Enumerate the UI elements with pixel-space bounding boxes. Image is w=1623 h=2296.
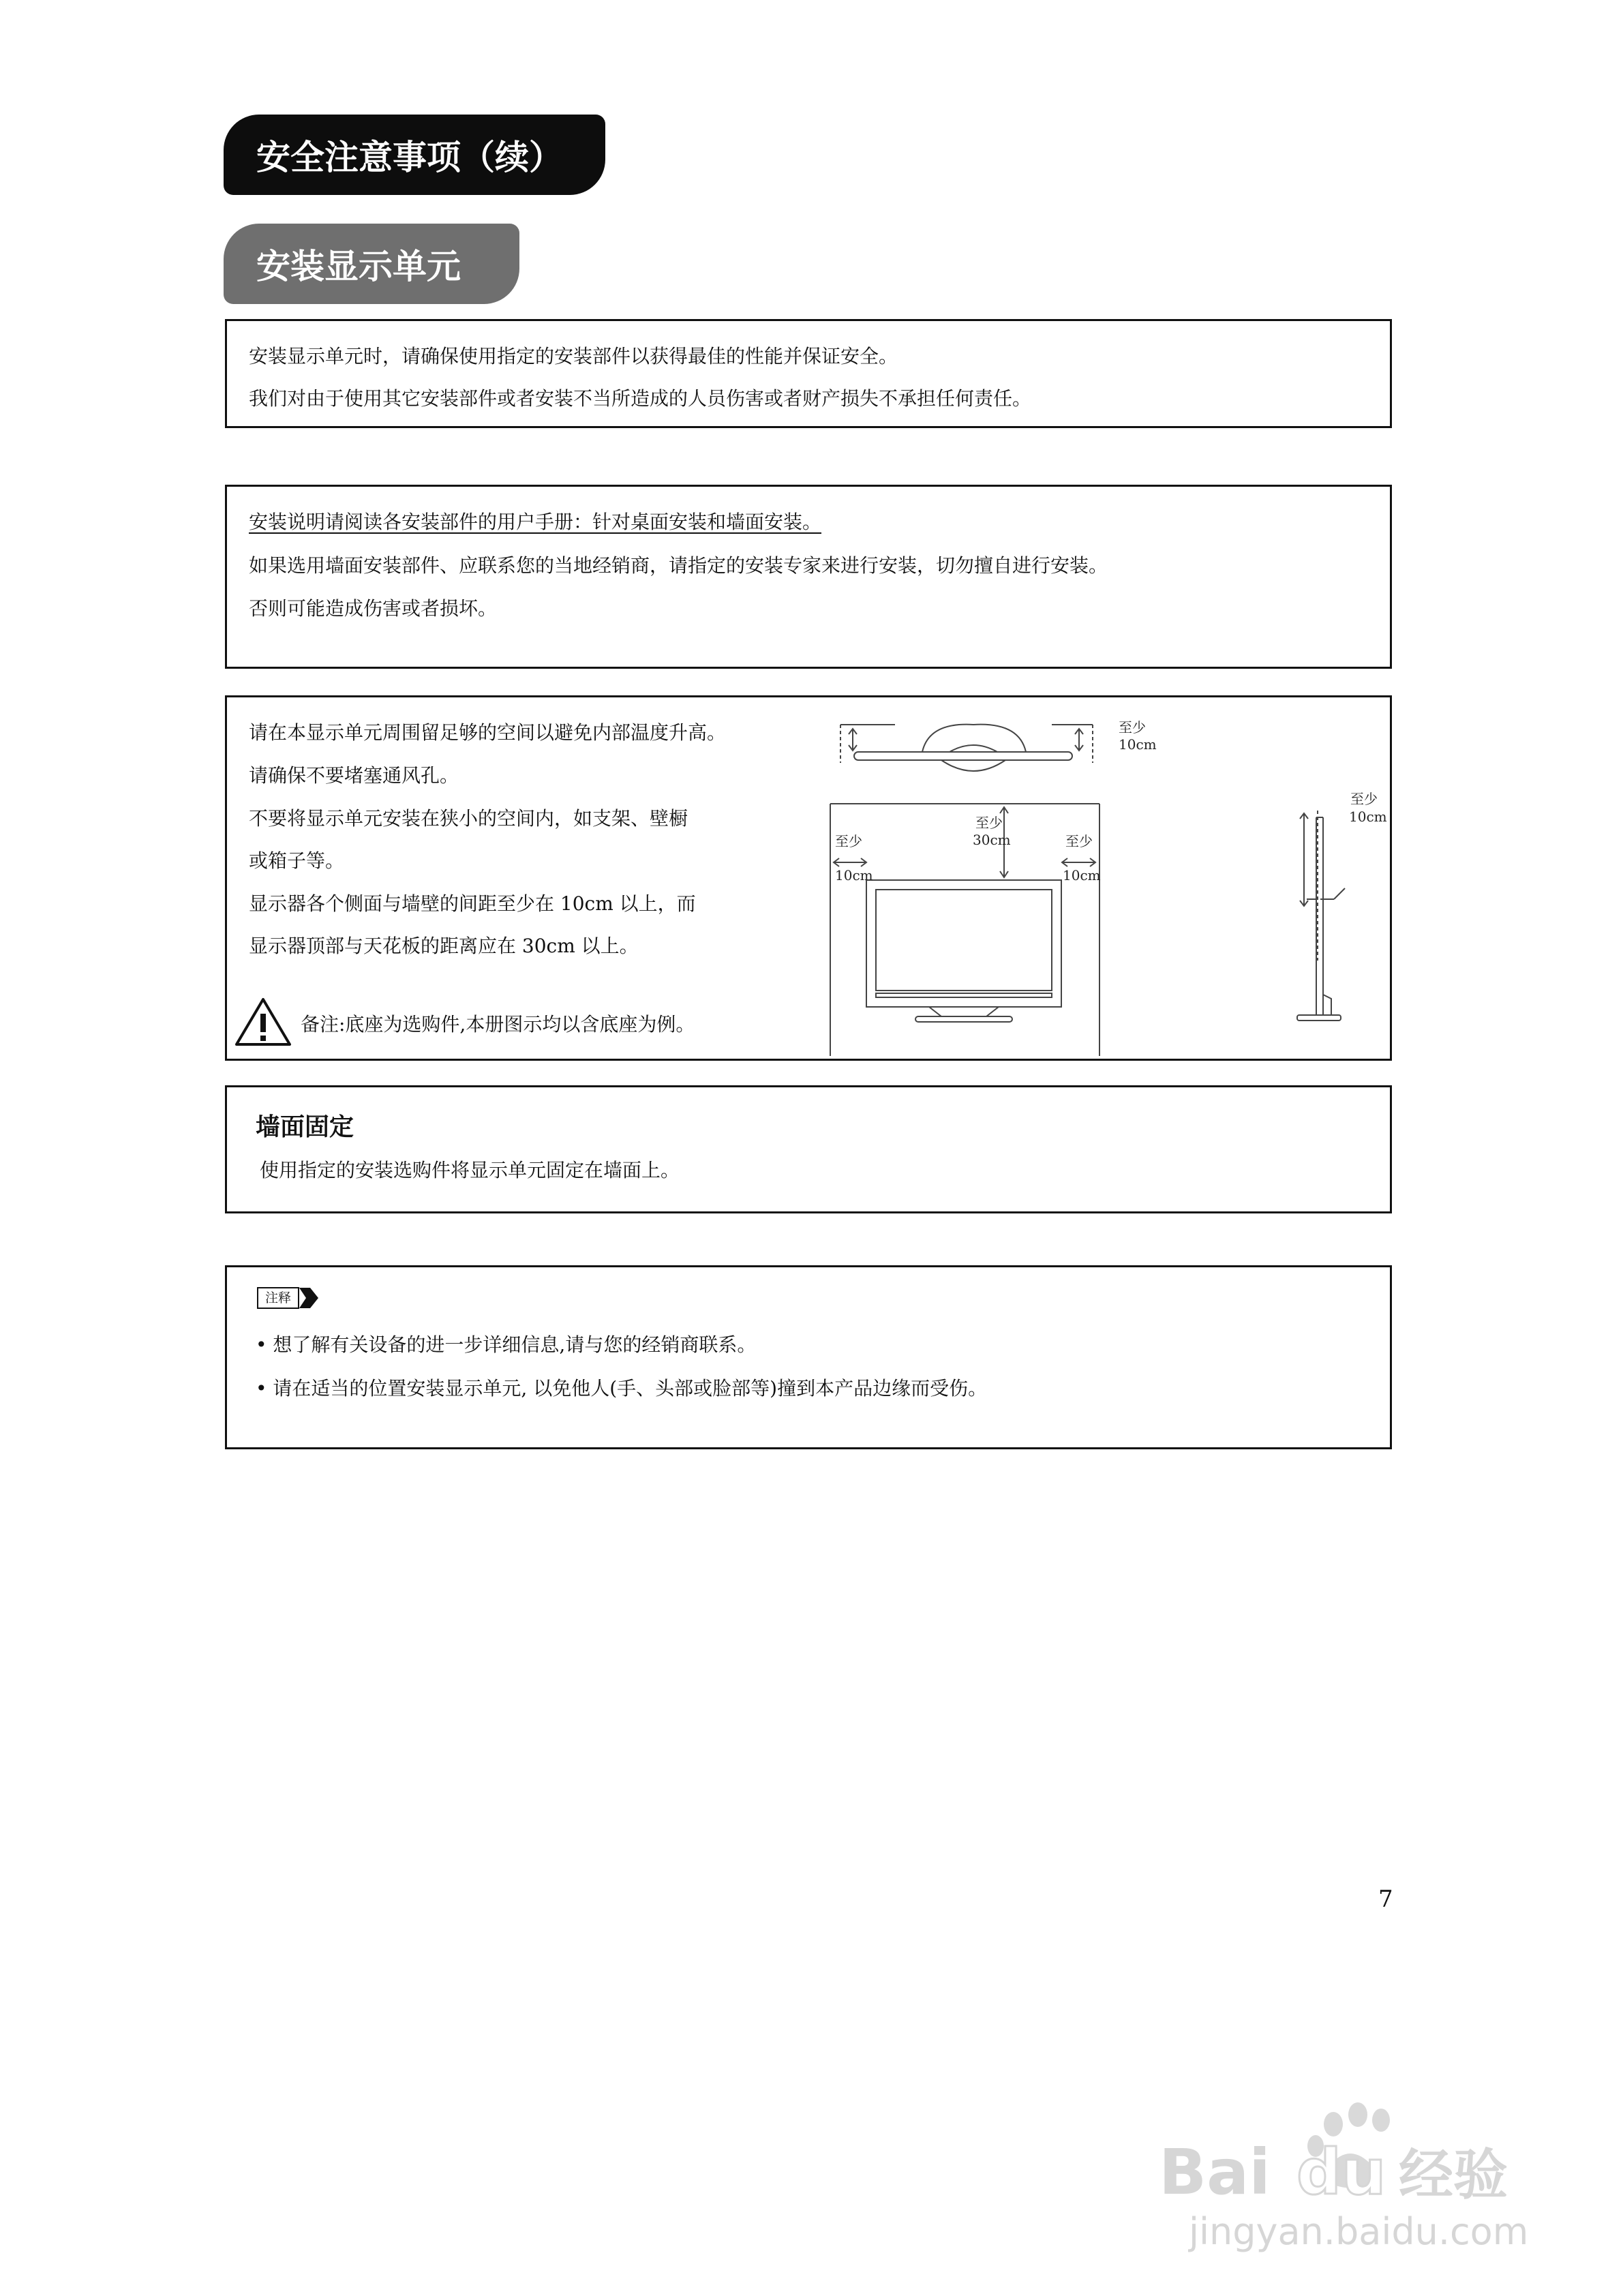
note-bullet-2: • 请在适当的位置安装显示单元, 以免他人(手、头部或脸部等)撞到本产品边缘而受伤。 [256, 1377, 988, 1400]
page-number: 7 [1378, 1886, 1393, 1913]
baidu-jingyan-watermark [1145, 2066, 1568, 2270]
instructions-line-3: 否则可能造成伤害或者损坏。 [249, 597, 498, 620]
wall-mount-heading: 墙面固定 [256, 1113, 354, 1141]
note-bullet-1: • 想了解有关设备的进一步详细信息,请与您的经销商联系。 [256, 1333, 757, 1356]
side-label-min: 至少 [1350, 791, 1378, 807]
ventilation-line-6: 显示器顶部与天花板的距离应在 30cm 以上。 [249, 935, 639, 957]
ventilation-line-5: 显示器各个侧面与墙壁的间距至少在 10cm 以上，而 [249, 892, 696, 915]
install-instructions-box [225, 485, 1392, 669]
side-label-dist: 10cm [1349, 809, 1387, 825]
top-view-label-min: 至少 [1119, 719, 1146, 736]
instructions-line-2: 如果选用墙面安装部件、应联系您的当地经销商，请指定的安装专家来进行安装，切勿擅自进行安装。 [249, 554, 1108, 577]
top-label-dist: 30cm [973, 832, 1011, 848]
note-tag-label: 注释 [257, 1287, 299, 1309]
watermark-brand: Bai [1159, 2136, 1271, 2209]
top-view-label-dist: 10cm [1119, 736, 1157, 753]
subsection-title: 安装显示单元 [224, 224, 519, 304]
ventilation-line-1: 请在本显示单元周围留足够的空间以避免内部温度升高。 [249, 721, 727, 744]
intro-line-1: 安装显示单元时，请确保使用指定的安装部件以获得最佳的性能并保证安全。 [249, 345, 898, 367]
instructions-line-1: 安装说明请阅读各安装部件的用户手册：针对桌面安装和墙面安装。 [249, 511, 822, 533]
wall-mount-text: 使用指定的安装选购件将显示单元固定在墙面上。 [260, 1159, 680, 1181]
right-label-min: 至少 [1065, 833, 1093, 849]
watermark-product: 经验 [1399, 2143, 1508, 2207]
intro-box [225, 319, 1392, 428]
intro-line-2: 我们对由于使用其它安装部件或者安装不当所造成的人员伤害或者财产损失不承担任何责任。 [249, 387, 1032, 410]
note-tag [257, 1286, 320, 1310]
section-title: 安全注意事项（续） [224, 115, 605, 195]
ventilation-line-2: 请确保不要堵塞通风孔。 [249, 764, 459, 787]
left-label-min: 至少 [835, 833, 862, 849]
ventilation-line-4: 或箱子等。 [249, 849, 345, 872]
wall-mount-box [225, 1085, 1392, 1213]
caution-icon [234, 996, 292, 1048]
right-label-dist: 10cm [1063, 867, 1101, 883]
clearance-diagram [827, 701, 1393, 1060]
caution-note: 备注:底座为选购件,本册图示均以含底座为例。 [301, 1013, 695, 1036]
top-label-min: 至少 [975, 815, 1003, 831]
ventilation-line-3: 不要将显示单元安装在狭小的空间内，如支架、壁橱 [249, 807, 688, 830]
notes-box [225, 1265, 1392, 1449]
note-arrow-icon [299, 1286, 320, 1310]
ventilation-box [225, 695, 1392, 1061]
left-label-dist: 10cm [835, 867, 873, 883]
watermark-url: jingyan.baidu.com [1189, 2210, 1529, 2253]
watermark-brand-du: du [1296, 2136, 1386, 2209]
